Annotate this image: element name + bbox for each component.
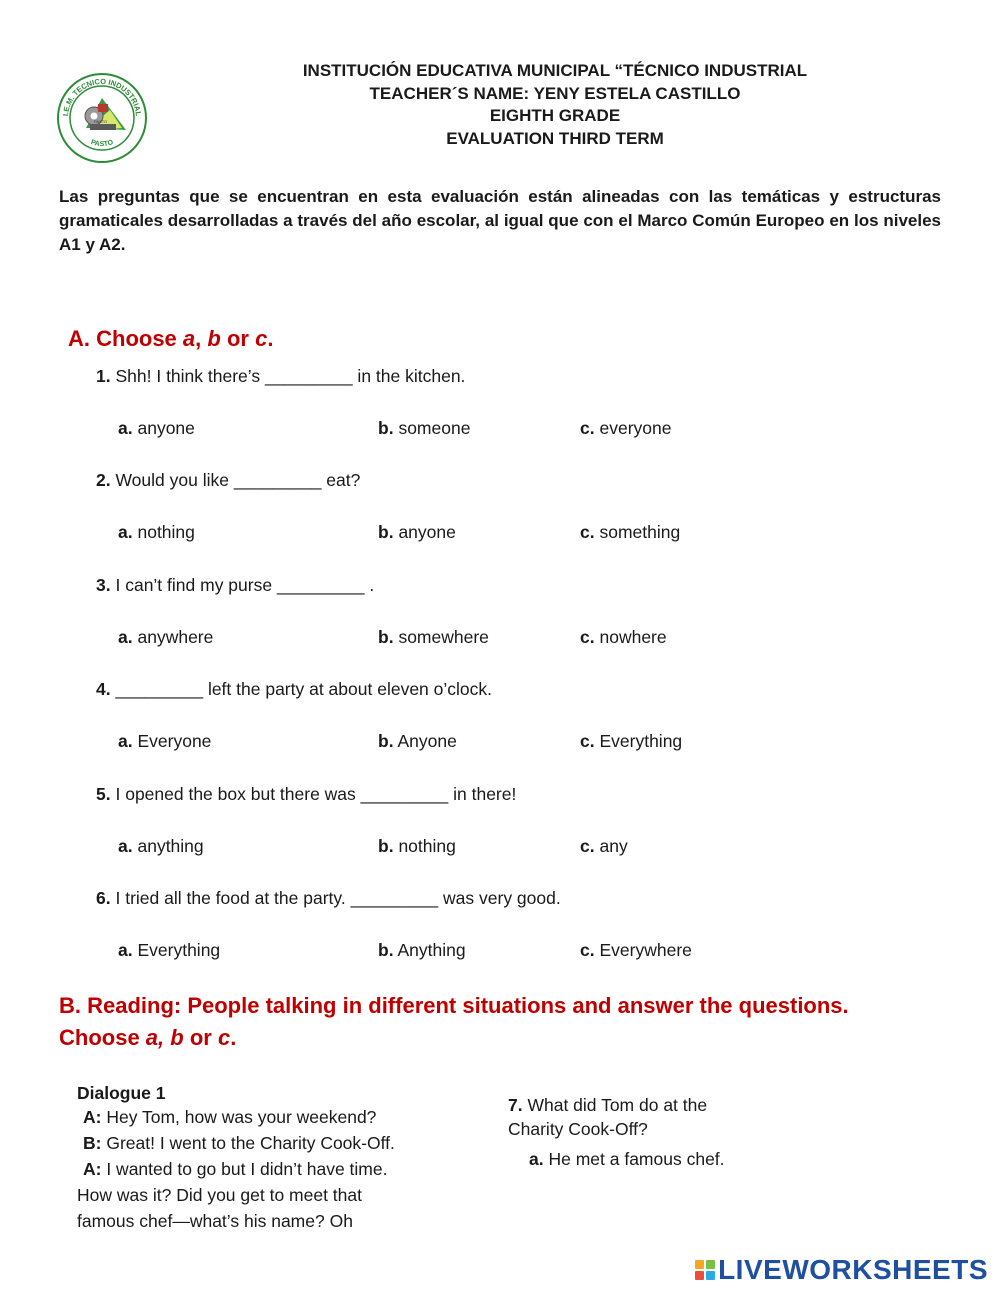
q2-option-c[interactable]: c. something: [580, 522, 681, 542]
q4-option-a[interactable]: a. Everyone: [118, 731, 212, 751]
logo-inner-text: PASTO: [94, 119, 108, 124]
q3-option-a[interactable]: a. anywhere: [118, 627, 214, 647]
question-1: 1. Shh! I think there’s _________ in the kitchen.: [96, 366, 466, 386]
q5-option-b[interactable]: b. nothing: [378, 836, 456, 856]
evaluation-title: EVALUATION THIRD TERM: [446, 128, 664, 148]
q3-option-c[interactable]: c. nowhere: [580, 627, 667, 647]
section-a-title: A. Choose a, b or c.: [68, 326, 274, 351]
question-5: 5. I opened the box but there was _________ in there!: [96, 784, 517, 804]
dialogue-title: Dialogue 1: [77, 1083, 166, 1103]
q5-option-a[interactable]: a. anything: [118, 836, 204, 856]
dialogue-1: [77, 1082, 477, 1234]
school-logo: [56, 72, 148, 164]
dialogue-line-1: A: Hey Tom, how was your weekend?: [83, 1107, 377, 1127]
dialogue-continuation-1: How was it? Did you get to meet that: [77, 1185, 362, 1205]
question-6: 6. I tried all the food at the party. _________ was very good.: [96, 888, 561, 908]
q6-option-a[interactable]: a. Everything: [118, 940, 221, 960]
liveworksheets-logo[interactable]: [695, 1254, 988, 1286]
q6-option-b[interactable]: b. Anything: [378, 940, 466, 960]
q1-option-a[interactable]: a. anyone: [118, 418, 195, 438]
q2-option-a[interactable]: a. nothing: [118, 522, 195, 542]
document-header: [220, 60, 890, 150]
q2-option-b[interactable]: b. anyone: [378, 522, 456, 542]
grade: EIGHTH GRADE: [489, 106, 621, 125]
question-7: 7. What did Tom do at the Charity Cook-Off?: [508, 1095, 708, 1139]
dialogue-continuation-2: famous chef—what’s his name? Oh: [77, 1211, 353, 1231]
q3-option-b[interactable]: b. somewhere: [378, 627, 489, 647]
section-b-title: B. Reading: People talking in different situations and answer the questions. Choose a, b or c.: [59, 993, 849, 1050]
teacher-name: TEACHER´S NAME: YENY ESTELA CASTILLO: [369, 83, 741, 103]
logo-top-text: I.E.M. TECNICO INDUSTRIAL: [61, 76, 143, 117]
question-3: 3. I can’t find my purse _________ .: [96, 575, 375, 595]
q1-option-c[interactable]: c. everyone: [580, 418, 672, 438]
question-4: 4. _________ left the party at about eleven o’clock.: [96, 679, 492, 699]
institution-name: INSTITUCIÓN EDUCATIVA MUNICIPAL “TÉCNICO INDUSTRIAL: [302, 61, 808, 80]
q5-option-c[interactable]: c. any: [580, 836, 628, 856]
q4-option-b[interactable]: b. Anyone: [378, 731, 457, 751]
liveworksheets-text: LIVEWORKSHEETS: [718, 1254, 988, 1285]
q6-option-c[interactable]: c. Everywhere: [580, 940, 692, 960]
dialogue-line-2: B: Great! I went to the Charity Cook-Off.: [83, 1133, 395, 1153]
intro-paragraph: Las preguntas que se encuentran en esta evaluación están alineadas con las temáticas y estructuras gramaticales desarrolladas a través del año escolar, al igual que con el Marco Común Europeo en los niveles A1 y A2.: [59, 187, 941, 254]
q7-option-a[interactable]: a. He met a famous chef.: [529, 1149, 725, 1169]
q4-option-c[interactable]: c. Everything: [580, 731, 683, 751]
logo-bottom-text: PASTO: [89, 139, 115, 149]
q1-option-b[interactable]: b. someone: [378, 418, 471, 438]
question-2: 2. Would you like _________ eat?: [96, 470, 361, 490]
liveworksheets-icon: [695, 1260, 715, 1280]
dialogue-line-3: A: I wanted to go but I didn’t have time.: [83, 1159, 388, 1179]
